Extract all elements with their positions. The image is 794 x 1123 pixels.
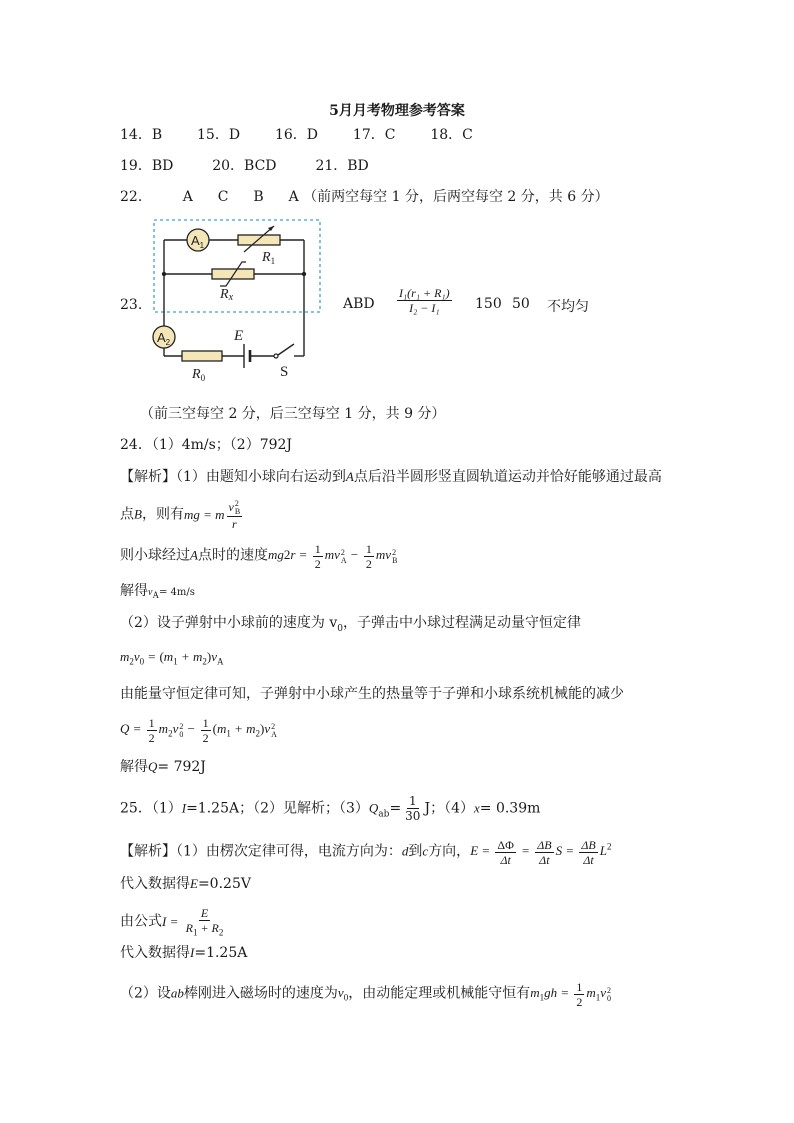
mc-row-2: [120, 157, 369, 175]
equation-mg: mg = m v 2 B r: [183, 499, 241, 532]
switch-lever: [278, 344, 294, 355]
q23-answer-uneven: 不均匀: [547, 299, 589, 315]
q23-answer-fraction: [395, 286, 454, 315]
mc-answer: 17．C: [352, 127, 396, 143]
q24-analysis-line-2: 点B，则有mg = m v 2 B r: [120, 500, 244, 531]
resistor-rx: [212, 269, 254, 279]
q25-analysis-line-5: （2）设ab棒刚进入磁场时的速度为$v_0$，由动能定理或机械能守恒有$m_1gh$ = $\frac{1}{2}$ $m_1v$ 2 0: [120, 980, 612, 1009]
mc-answer: 16．D: [274, 127, 319, 143]
q24-heat-equation: Q = $\frac{1}{2}$ $m_2v$ 2 0 − $\frac{1}{2}$ $(m_1 + m_2)v$ 2 A: [120, 716, 277, 745]
mc-row-1: [120, 126, 473, 144]
q22-answer: A: [288, 189, 299, 205]
q25-analysis-line-1: 【解析】（1）由楞次定律可得，电流方向为：d到c方向，E = $\frac{\Delta\Phi}{\Delta t}$ = $\frac{\Delta B}{\Delta t}$ S = $\frac{\Delta B}{\Delta t}$ $L^2$: [120, 838, 612, 867]
ohm-equation: I = $\frac{E}{R_1 + R_2}$: [162, 906, 224, 938]
dashed-box: [154, 220, 320, 312]
q24-analysis-line-5: （2）设子弹射中小球前的速度为 $v_0$，子弹击中小球过程满足动量守恒定律: [120, 615, 582, 634]
q25-analysis-line-2: 代入数据得E=0.25V: [120, 876, 251, 892]
e-label: E: [234, 328, 244, 344]
fraction-denominator: I₂ − I₁: [409, 301, 440, 315]
mc-answer: 18．C: [430, 127, 473, 143]
q25-analysis-line-3: 由公式I = $\frac{E}{R_1 + R_2}$: [120, 906, 227, 939]
resistor-r1: [238, 235, 280, 245]
q22-number: 22．: [120, 189, 152, 205]
q22-answer: B: [253, 189, 264, 205]
equation-energy: mg2r = $\frac{1}{2}$ mv 2 A − $\frac{1}{2}$ mv 2 B: [267, 542, 398, 571]
a1-label: $A_1$: [191, 233, 205, 250]
r1-label: $R_1$: [262, 250, 276, 266]
fraction-numerator: I₁(r₁ + R₁): [399, 286, 450, 300]
resistor-r0: [182, 351, 222, 361]
mc-answer: 20．BCD: [212, 158, 277, 174]
q22-answer: C: [217, 189, 229, 205]
q24-momentum-equation: $m_2v_0 = (m_1 + m_2)v_A$: [120, 649, 224, 667]
q24-analysis-line-3: 则小球经过A点时的速度mg2r = $\frac{1}{2}$ mv 2 A − $\frac{1}{2}$ mv 2 B: [120, 542, 398, 571]
q23-number: 23.: [120, 297, 143, 313]
q23-answer-150: 150: [475, 296, 502, 312]
q23-circuit-diagram: [140, 212, 340, 392]
page-title: 5月月考物理参考答案: [329, 103, 465, 119]
q24-analysis-line-7: 由能量守恒定律可知，子弹射中小球产生的热量等于子弹和小球系统机械能的减少: [120, 686, 624, 702]
q23-scoring-note: （前三空每空 2 分，后三空每空 1 分，共 9 分）: [140, 406, 446, 422]
mc-answer: 19．BD: [120, 158, 174, 174]
energy-equation: $m_1gh$ = $\frac{1}{2}$ $m_1v$ 2 0: [530, 980, 612, 1009]
q25-analysis-line-4: 代入数据得I=1.25A: [120, 945, 248, 961]
mc-answer: 15．D: [197, 127, 241, 143]
rx-label: Rx: [220, 287, 234, 303]
q23-answer-abd: ABD: [343, 296, 375, 312]
q24-heading: 24．（1）4m/s；（2）792J: [120, 437, 293, 453]
q22-line: [120, 188, 609, 206]
mc-answer: 21．BD: [315, 158, 369, 174]
a2-label: $A_2$: [157, 330, 171, 347]
r0-label: $R_0$: [192, 367, 206, 383]
q24-analysis-line-9: 解得Q= 792J: [120, 759, 206, 775]
q23-answer-50: 50: [512, 296, 530, 312]
mc-answer: 14．B: [120, 127, 163, 143]
q24-analysis-line-4: 解得vA= 4m/s: [120, 583, 195, 600]
q25-heading: 25．（1）I=1.25A；（2）见解析；$(3)Q_{ab}=$ $\frac{1}{30}$ J；（4）x= 0.39m: [120, 794, 541, 823]
faraday-equation: E = $\frac{\Delta\Phi}{\Delta t}$ = $\frac{\Delta B}{\Delta t}$ S = $\frac{\Delta B}{\Delta t}$ $L^2$: [470, 838, 612, 867]
s-label: S: [280, 364, 289, 380]
q22-scoring-note: （前两空每空 1 分，后两空每空 2 分，共 6 分）: [303, 189, 609, 205]
q22-answer: A: [182, 189, 193, 205]
q24-analysis-line-1: 【解析】（1）由题知小球向右运动到A点后沿半圆形竖直圆轨道运动并恰好能够通过最高: [120, 469, 662, 485]
